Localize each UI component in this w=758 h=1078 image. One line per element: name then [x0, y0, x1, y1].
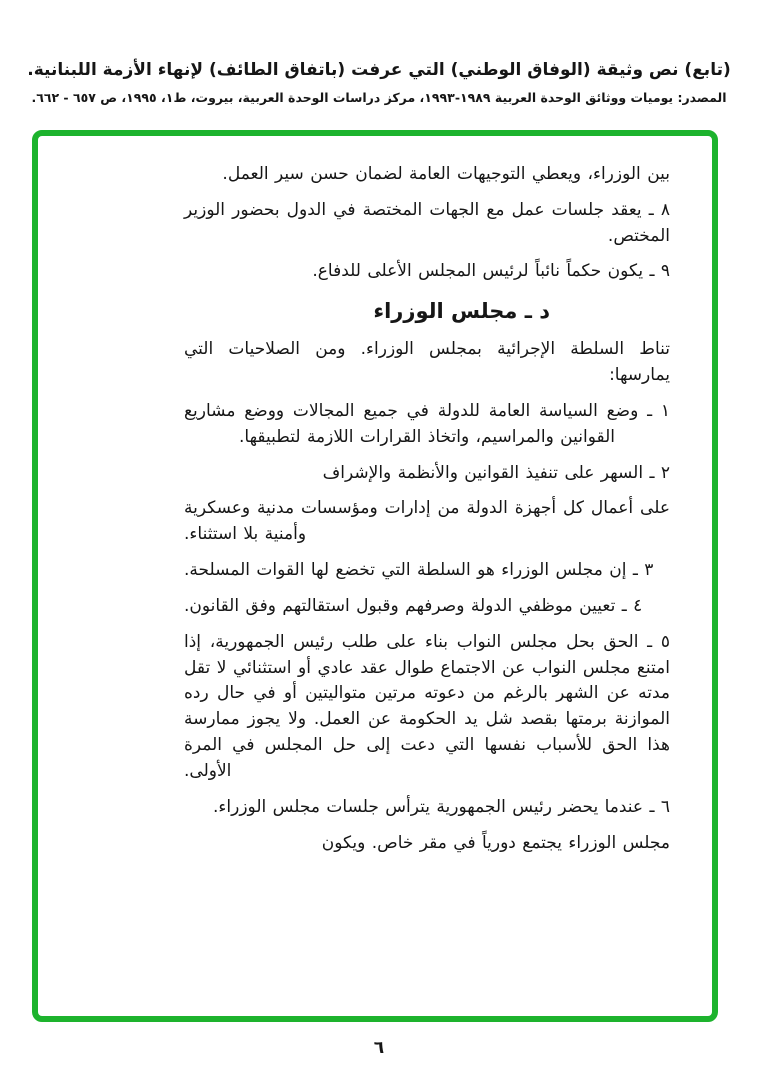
paragraph-item-9: ٩ ـ يكون حكماً نائباً لرئيس المجلس الأعلى للدفاع.	[312, 261, 670, 282]
paragraph-item-5: ٥ ـ الحق بحل مجلس النواب بناء على طلب رئيس الجمهورية، إذا امتنع مجلس النواب عن الاجتماع طوال عقد عادي أو استثنائي لا تقل مدته عن الشهر بالرغم من دعوته مرتين متواليتين أو في حال رده الموازنة برمتها بقصد شل يد الحكومة عن العمل. ولا يجوز ممارسة هذا الحق للأسباب نفسها التي دعت إلى حل المجلس في المرة الأولى.	[184, 631, 670, 781]
paragraph-item-2-continuation: على أعمال كل أجهزة الدولة من إدارات ومؤسسات مدنية وعسكرية وأمنية بلا استثناء.	[184, 498, 670, 545]
paragraph-item-2: ٢ ـ السهر على تنفيذ القوانين والأنظمة والإشراف	[322, 462, 670, 483]
page-footer	[0, 1038, 758, 1058]
page-number: ٦	[373, 1038, 385, 1058]
paragraph-closing: مجلس الوزراء يجتمع دورياً في مقر خاص. ويكون	[321, 832, 670, 853]
paragraph-item-6: ٦ ـ عندما يحضر رئيس الجمهورية يترأس جلسات مجلس الوزراء.	[213, 796, 670, 817]
section-heading: د ـ مجلس الوزراء	[373, 299, 550, 324]
paragraph-continuation: بين الوزراء، ويعطي التوجيهات العامة لضمان حسن سير العمل.	[222, 164, 670, 184]
source-citation: المصدر: يوميات ووثائق الوحدة العربية ١٩٨٩-١٩٩٣، مركز دراسات الوحدة العربية، بيروت، ط١، ١٩٩٥، ص ٦٥٧ - ٦٦٢.	[31, 89, 727, 105]
paragraph-item-3: ٣ ـ إن مجلس الوزراء هو السلطة التي تخضع لها القوات المسلحة.	[184, 560, 654, 581]
paragraph-intro-council: تناط السلطة الإجرائية بمجلس الوزراء. ومن الصلاحيات التي يمارسها:	[184, 339, 670, 386]
paragraph-item-8: ٨ ـ يعقد جلسات عمل مع الجهات المختصة في الدول بحضور الوزير المختص.	[184, 199, 670, 246]
document-title: (تابع) نص وثيقة (الوفاق الوطني) التي عرفت (باتفاق الطائف) لإنهاء الأزمة اللبنانية.	[27, 60, 731, 80]
page-header	[0, 0, 758, 105]
paragraph-item-1: ١ ـ وضع السياسة العامة للدولة في جميع المجالات ووضع مشاريع القوانين والمراسيم، واتخاذ القرارات اللازمة لتطبيقها.	[184, 400, 670, 447]
document-frame	[32, 130, 718, 1022]
paragraph-item-4: ٤ ـ تعيين موظفي الدولة وصرفهم وقبول استقالتهم وفق القانون.	[184, 595, 643, 616]
